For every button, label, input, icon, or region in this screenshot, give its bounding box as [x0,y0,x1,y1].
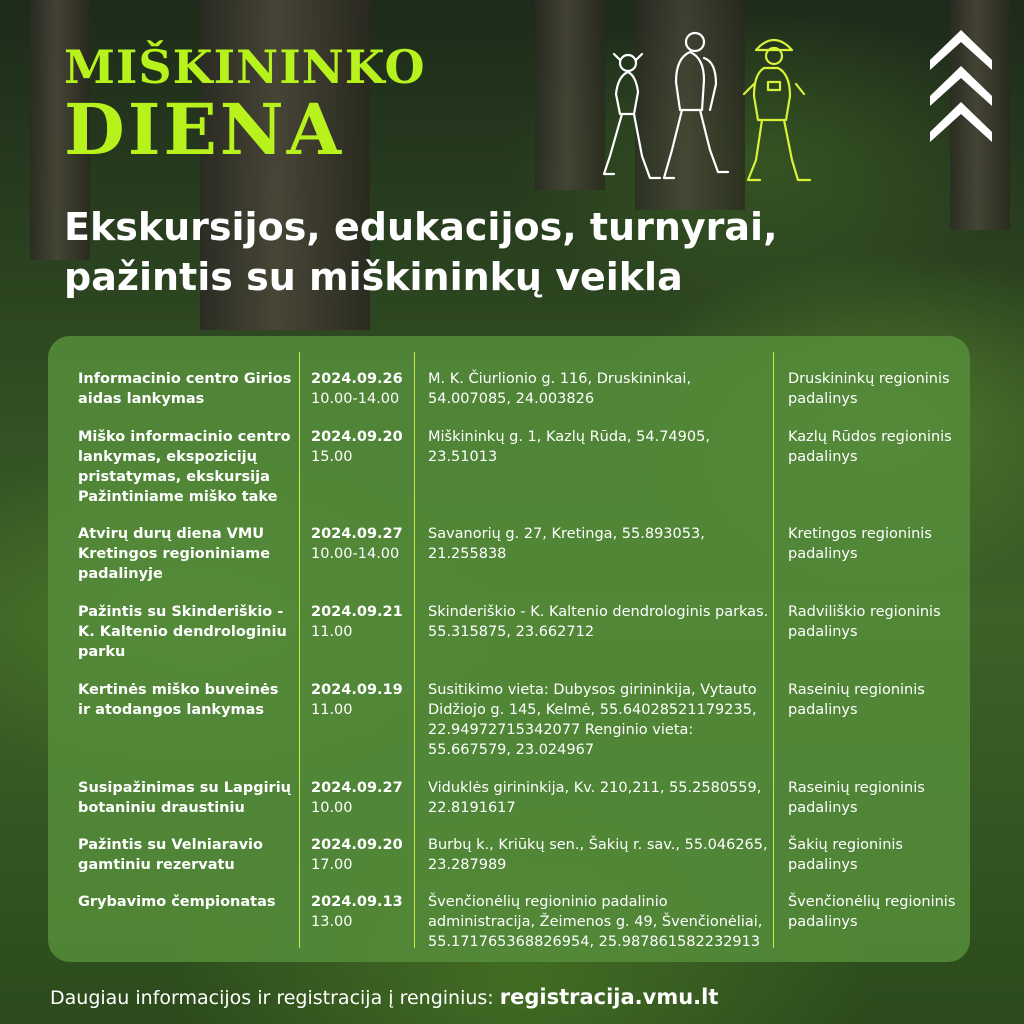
event-time: 13.00 [311,914,353,930]
event-title: Pažintis su Velniaravio gamtiniu rezervatu [78,837,263,873]
event-title: Informacinio centro Girios aidas lankymas [78,371,292,407]
title-line-2: DIENA [64,88,345,171]
footer [50,985,718,1009]
event-title: Atvirų durų diena VMU Kretingos regioniniame padalinyje [78,526,271,582]
event-department: Raseinių regioninis padalinys [788,780,925,816]
hikers-illustration-icon [600,28,820,193]
event-title: Miško informacinio centro lankymas, ekspozicijų pristatymas, ekskursija Pažintiniame miško take [78,429,291,505]
event-time: 10.00 [311,800,353,816]
event-time: 11.00 [311,702,353,718]
event-department: Šakių regioninis padalinys [788,837,903,873]
event-date: 2024.09.20 [311,429,403,445]
event-department: Kretingos regioninis padalinys [788,526,932,562]
subtitle [64,202,884,302]
event-location: Savanorių g. 27, Kretinga, 55.893053, 21.255838 [428,526,705,562]
subtitle-line-1: Ekskursijos, edukacijos, turnyrai, [64,205,778,249]
event-location: Skinderiškio - K. Kaltenio dendrologinis parkas. 55.315875, 23.662712 [428,604,769,640]
footer-text: Daugiau informacijos ir registracija į renginius: [50,987,500,1009]
event-datetime [311,524,421,564]
event-datetime [311,892,421,932]
event-time: 11.00 [311,624,353,640]
event-location: M. K. Čiurlionio g. 116, Druskininkai, 54.007085, 24.003826 [428,371,692,407]
event-department: Radviliškio regioninis padalinys [788,604,941,640]
event-datetime [311,680,421,720]
event-location: Susitikimo vieta: Dubysos girininkija, Vytauto Didžiojo g. 145, Kelmė, 55.64028521179235, 22.94972715342077 Renginio vieta: 55.667579, 23.024967 [428,682,757,758]
column-divider [773,352,774,948]
event-title: Grybavimo čempionatas [78,894,276,910]
event-time: 15.00 [311,449,353,465]
event-location: Švenčionėlių regioninio padalinio administracija, Žeimenos g. 49, Švenčionėliai, 55.171765368826954, 25.987861582232913 [428,894,763,950]
tree-trunk [535,0,605,190]
event-date: 2024.09.19 [311,682,403,698]
event-department: Raseinių regioninis padalinys [788,682,925,718]
event-time: 10.00-14.00 [311,546,400,562]
event-date: 2024.09.20 [311,837,403,853]
title-line-1: MIŠKININKO [64,40,426,94]
event-title: Susipažinimas su Lapgirių botaniniu draustiniu [78,780,292,816]
event-location: Viduklės girininkija, Kv. 210,211, 55.2580559, 22.8191617 [428,780,762,816]
event-location: Burbų k., Kriūkų sen., Šakių r. sav., 55.046265, 23.287989 [428,837,768,873]
event-datetime [311,427,421,467]
event-department: Švenčionėlių regioninis padalinys [788,894,956,930]
event-date: 2024.09.26 [311,371,403,387]
event-datetime [311,778,421,818]
event-location: Miškininkų g. 1, Kazlų Rūda, 54.74905, 23.51013 [428,429,710,465]
event-title: Pažintis su Skinderiškio - K. Kaltenio dendrologiniu parku [78,604,287,660]
event-time: 17.00 [311,857,353,873]
event-datetime [311,602,421,642]
event-date: 2024.09.13 [311,894,403,910]
logo-icon [930,30,992,142]
event-datetime [311,369,421,409]
event-department: Kazlų Rūdos regioninis padalinys [788,429,952,465]
event-time: 10.00-14.00 [311,391,400,407]
subtitle-line-2: pažintis su miškininkų veikla [64,255,683,299]
event-date: 2024.09.27 [311,780,403,796]
event-title: Kertinės miško buveinės ir atodangos lankymas [78,682,279,718]
event-department: Druskininkų regioninis padalinys [788,371,950,407]
event-date: 2024.09.27 [311,526,403,542]
column-divider [299,352,300,948]
event-datetime [311,835,421,875]
event-date: 2024.09.21 [311,604,403,620]
registration-link[interactable]: registracija.vmu.lt [499,985,719,1009]
